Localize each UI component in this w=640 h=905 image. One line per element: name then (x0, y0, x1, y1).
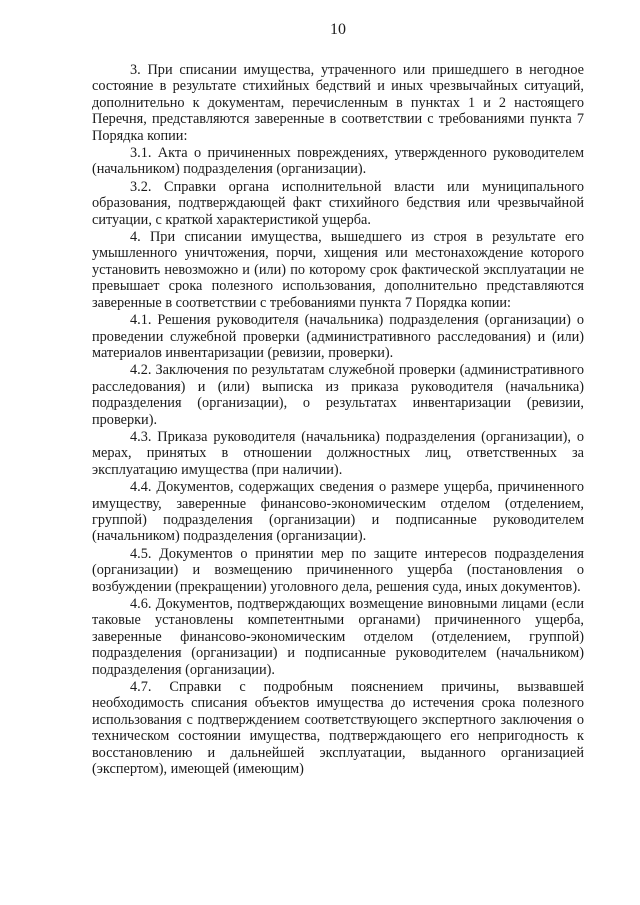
paragraph-4: 4. При списании имущества, вышедшего из строя в результате его умышленного уничтожения, порчи, хищения или местонахождение которого установить невозможно и (или) по которому срок фактической эксплуатации не превышает срока полезного использования, дополнительно представляются заверенные в соответствии с требованиями пункта 7 Порядка копии: (92, 229, 584, 311)
paragraph-4-2: 4.2. Заключения по результатам служебной проверки (административного расследования) и (или) выписка из приказа руководителя (начальника) подразделения (организации), о результатах инвентаризации (ревизии, проверки). (92, 362, 584, 428)
paragraph-4-1: 4.1. Решения руководителя (начальника) подразделения (организации) о проведении служебной проверки (административного расследования) и (или) материалов инвентаризации (ревизии, проверки). (92, 312, 584, 361)
page-number: 10 (330, 21, 346, 38)
paragraph-3-2: 3.2. Справки органа исполнительной власти или муниципального образования, подтверждающей факт стихийного бедствия или чрезвычайной ситуации, с краткой характеристикой ущерба. (92, 178, 584, 228)
paragraph-4-4: 4.4. Документов, содержащих сведения о размере ущерба, причиненного имуществу, заверенные финансово-экономическим отделом (отделением, группой) подразделения (организации) и подписанные руководителем (начальником) подразделения (организации). (92, 479, 584, 545)
paragraph-3: 3. При списании имущества, утраченного или пришедшего в негодное состояние в результате стихийных бедствий и иных чрезвычайных ситуаций, дополнительно к документам, перечисленным в пунктах 1 и 2 настоящего Перечня, представляются заверенные в соответствии с требованиями пункта 7 Порядка копии: (92, 62, 584, 144)
paragraph-4-5: 4.5. Документов о принятии мер по защите интересов подразделения (организации) и возмещению причиненного ущерба (постановления о возбуждении (прекращении) уголовного дела, решения суда, иных документов). (92, 545, 584, 595)
paragraph-4-6: 4.6. Документов, подтверждающих возмещение виновными лицами (если таковые установлены компетентными органами) причиненного ущерба, заверенные финансово-экономическим отделом (отделением, группой) подразделения (организации) и подписанные руководителем (начальником) подразделения (организации). (92, 596, 584, 678)
paragraph-3-1: 3.1. Акта о причиненных повреждениях, утвержденного руководителем (начальником) подразделения (организации). (92, 145, 584, 178)
paragraph-4-3: 4.3. Приказа руководителя (начальника) подразделения (организации), о мерах, принятых в отношении должностных лиц, ответственных за эксплуатацию имущества (при наличии). (92, 428, 584, 478)
paragraph-4-7: 4.7. Справки с подробным пояснением причины, вызвавшей необходимость списания объектов имущества до истечения срока полезного использования с подтверждением соответствующего экспертного заключения о техническом состоянии имущества, подтверждающего его непригодность к восстановлению и дальнейшей эксплуатации, выданного организацией (экспертом), имеющей (имеющим) (92, 679, 584, 778)
